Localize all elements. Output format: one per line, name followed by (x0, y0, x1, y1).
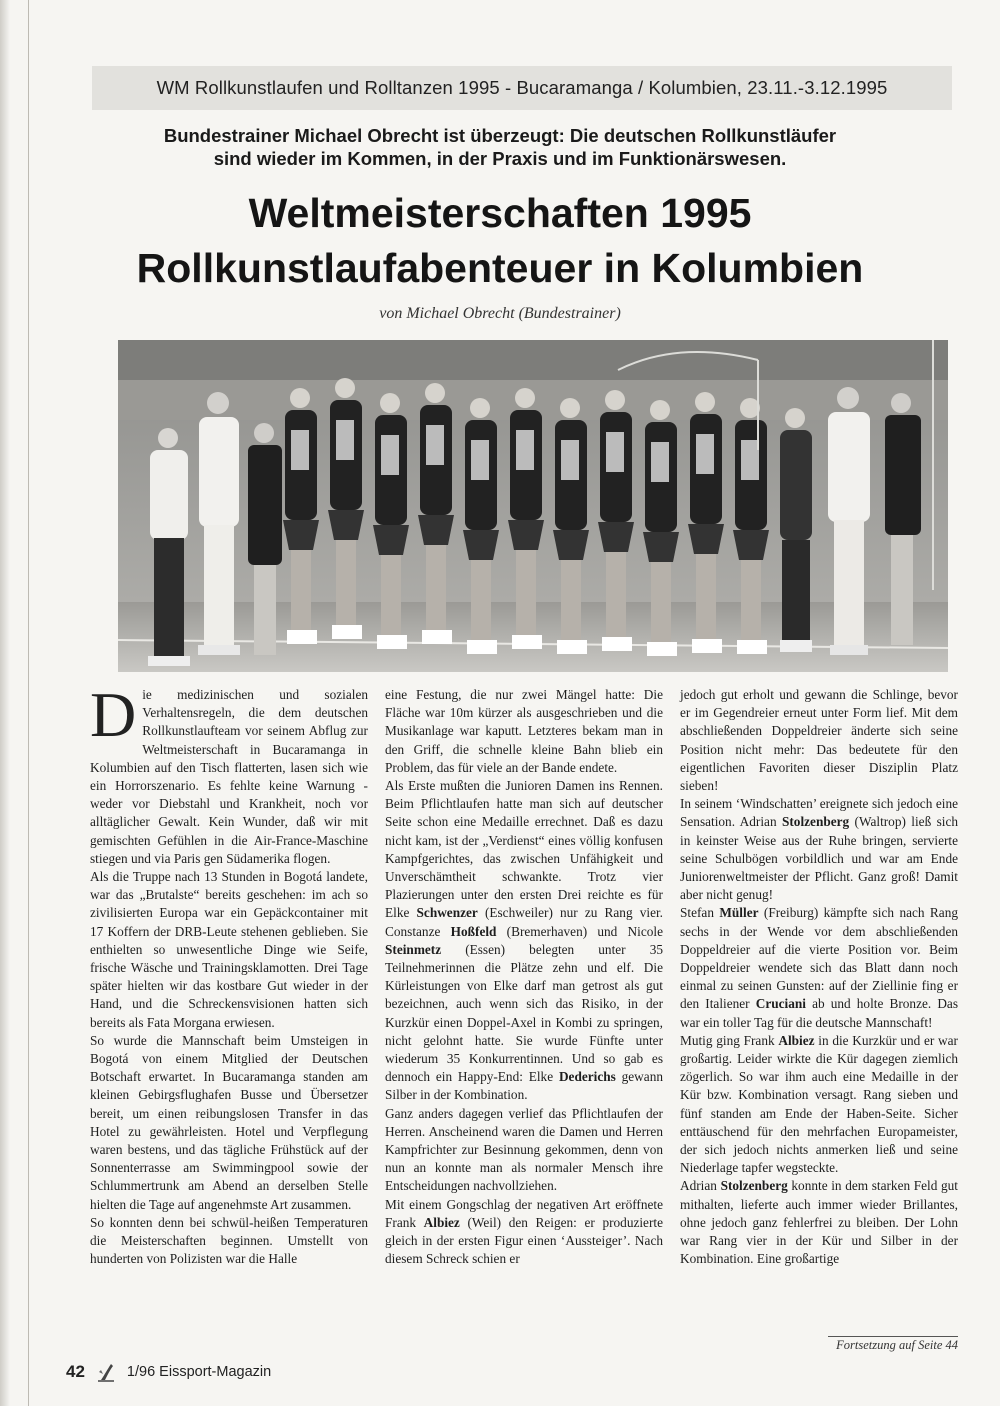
paragraph (385, 1196, 663, 1269)
paragraph-text: (Freiburg) kämpfte sich nach Rang sechs in der Wende vor dem abschließenden Doppeldreier auf die vierte Position vor. Beim Doppeldreier wendete sich das Blatt dann noch einmal zu seinen Gunsten: auf der Ziellinie fing er den Italiener (680, 905, 958, 1012)
article-body (90, 679, 960, 1326)
paragraph (680, 1032, 958, 1178)
athlete-name: Stolzenberg (781, 814, 850, 830)
headline-line-1: Weltmeisterschaften 1995 (248, 190, 752, 236)
continuation-note: Fortsetzung auf Seite 44 (828, 1336, 958, 1353)
kicker-line-2: sind wieder im Kommen, in der Praxis und im Funktionärswesen. (213, 148, 787, 169)
team-photo (118, 340, 948, 672)
athlete-name: Hoßfeld (450, 923, 497, 939)
athlete-name: Schwenzer (416, 905, 478, 921)
page-binding-line (28, 0, 29, 1406)
athlete-name: Albiez (423, 1214, 460, 1230)
paragraph-text: Stefan (680, 905, 720, 921)
athlete-name: Müller (719, 905, 759, 921)
drop-cap: D (90, 679, 137, 750)
paragraph: jedoch gut erholt und gewann die Schlinge, bevor er im Gegendreier erneut unter Form lief. Mit dem abschließenden Doppeldreier änderte sich seine Position nicht mehr: Das bedeutete für den eigentlichen Favoriten dieser Disziplin Platz sieben! (680, 687, 958, 794)
athlete-name: Stolzenberg (720, 1178, 788, 1194)
body-column-1 (90, 679, 368, 1269)
body-column-3 (680, 686, 958, 1269)
skater-logo-icon (95, 1360, 119, 1384)
paragraph: Als die Truppe nach 13 Stunden in Bogotá landete, war das „Brutalste“ bereits geschehen: im ach so zivilisierten Europa war ein Gepäckcontainer mit 17 Koffern der DRB-Leute stehenen geblieben. Sie enthielten so unwesentliche Dinge wie Seife, frische Wäsche und Trainingsklamotten. Drei Tage später hielten wir das kostbare Gut wieder in der Hand, und die Schreckensvisionen hatten sich bereits als Fata Morgana erwiesen. (90, 869, 368, 1030)
page-footer (66, 1360, 271, 1384)
athlete-name: Albiez (778, 1032, 815, 1048)
event-header-text: WM Rollkunstlaufen und Rolltanzen 1995 - Bucaramanga / Kolumbien, 23.11.-3.12.1995 (156, 77, 888, 98)
paragraph-text: (Waltrop) ließ sich in keinster Weise aus der Ruhe bringen, servierte seine Schulbögen vorbildlich und war am Ende Juniorenweltmeister der Pflicht. Ganz groß! Damit aber nicht genug! (680, 814, 959, 903)
paragraph-text: Als Erste mußten die Junioren Damen ins Rennen. Beim Pflichtlaufen hatte man sich auf deutscher Seite schon eine Medaille errechnet. Daß es dazu nicht kam, ist der „Verdienst“ eines völlig konfusen Kampfgerichtes, das zwischen Unfähigkeit und Unverschämtheit schwankte. Trotz vier Plazierungen unter den ersten Drei reichte es für Elke (385, 778, 663, 921)
paragraph: So konnten denn bei schwül-heißen Temperaturen die Meisterschaften beginnen. Umstellt von hunderten von Polizisten war die Halle (90, 1214, 368, 1267)
paragraph-text: ab und holte Bronze. Das war ein toller Tag für die deutsche Mannschaft! (680, 996, 958, 1030)
paragraph-text: Mutig ging Frank (680, 1032, 779, 1048)
headline-line-2: Rollkunstlaufabenteuer in Kolumbien (136, 245, 864, 291)
paragraph-text: In seinem ‘Windschatten’ ereignete sich jedoch eine Sensation. Adrian (680, 796, 958, 830)
article-byline: von Michael Obrecht (Bundestrainer) (379, 305, 621, 322)
event-header-band (92, 66, 952, 110)
athlete-name: Steinmetz (385, 941, 442, 957)
paragraph (680, 1177, 958, 1268)
page-binding-edge (0, 0, 10, 1406)
paragraph-text: Adrian (680, 1178, 721, 1194)
kicker-line-1: Bundestrainer Michael Obrecht ist überzeugt: Die deutschen Rollkunstläufer (163, 125, 837, 146)
athlete-name: Cruciani (755, 996, 806, 1012)
paragraph-text: (Essen) belegten unter 35 Teilnehmerinnen die Plätze zehn und elf. Die Kürleistungen von Elke darf man getrost als gut bezeichnen, auch wenn sich das Risiko, in der Kurzkür einen Doppel-Axel in Kombi zu springen, nicht gelohnt hatte. Sie wurde Fünfte unter wiederum 35 Konkurrentinnen. Und so gab es dennoch ein Happy-End: Elke (385, 941, 663, 1085)
athlete-name: Dederichs (558, 1069, 616, 1085)
paragraph-text: (Bremerhaven) und Nicole (496, 923, 663, 939)
paragraph: eine Festung, die nur zwei Mängel hatte: Die Fläche war 10m kürzer als ausgeschrieben und die Musikanlage war kaputt. Letzteres bekam man in den Griff, die schnelle kleine Bahn blieb ein Problem, das für viele an der Bande endete. (385, 687, 663, 775)
team-photo-group-icon (118, 340, 948, 672)
paragraph (385, 777, 663, 1105)
paragraph-text: Mit einem Gongschlag der negativen Art eröffnete Frank (385, 1196, 663, 1230)
article-headline (40, 186, 960, 296)
publication-name: 1/96 Eissport-Magazin (126, 1364, 272, 1380)
paragraph-text: (Weil) den Reigen: er produzierte gleich in der ersten Figur einen ‘Aussteiger’. Nach diesem Schreck schien er (385, 1214, 663, 1267)
paragraph-text: in die Kurzkür und er war großartig. Leider wirkte die Kür dagegen ziemlich zögerlich. So war ihm auch eine Medaille in der Kür bzw. Kombination versagt. Rang sieben und fünf standen am Ende der Haben-Seite. Sicher enttäuschend für den mehrfachen Europameister, der sich jedoch nichts anmerken ließ und seine Niederlage tapfer wegsteckte. (680, 1032, 958, 1176)
paragraph-text: (Eschweiler) nur zu Rang vier. Constanze (385, 905, 664, 939)
paragraph-text: gewann Silber in der Kombination. (385, 1069, 663, 1103)
paragraph (680, 795, 958, 904)
paragraph-text: ie medizinischen und sozialen Verhaltensregeln, die dem deutschen Rollkunstlaufteam vor seinem Abflug zur Weltmeisterschaft in Bucaramanga in Kolumbien auf den Tisch flatterten, lasen sich wie ein Horrorszenario. Es fehlte keine Warnung - weder vor Diebstahl und Krankheit, noch vor alltäglicher Gewalt. Kein Wunder, daß wir mit gemischten Gefühlen in die Air-France-Maschine stiegen und via Paris gen Südamerika flogen. (90, 687, 368, 866)
paragraph: So wurde die Mannschaft beim Umsteigen in Bogotá von einem Mitglied der Deutschen Botschaft erwartet. In Bucaramanga standen am kleinen Gebirgsflughafen Busse und Übersetzer bereit, um einen reibungslosen Transfer in das Hotel zu gewährleisten. Hotel und Verpflegung waren bestens, und das tägliche Frühstück auf der Sonnenterrasse am Swimmingpool sowie der Schlummertrunk am Abend an derselben Stelle hielten die Tage auf angenehmste Art zusammen. (90, 1032, 368, 1212)
page-number: 42 (66, 1362, 85, 1381)
paragraph: Ganz anders dagegen verlief das Pflichtlaufen der Herren. Anscheinend waren die Damen und Herren Kampfrichter zur Besinnung gekommen, denn von nun an konnte man als normaler Mensch ihre Entscheidungen nachvollziehen. (385, 1105, 663, 1194)
paragraph (680, 904, 958, 1031)
paragraph (90, 679, 368, 868)
paragraph-text: konnte in dem starken Feld gut mithalten, lieferte auch immer wieder Brillantes, ohne jedoch ganz fehlerfrei zu bleiben. Der Lohn war Rang vier in der Kür und Silber in der Kombination. Eine großartige (680, 1178, 959, 1267)
article-kicker (90, 124, 910, 170)
body-column-2 (385, 686, 663, 1269)
